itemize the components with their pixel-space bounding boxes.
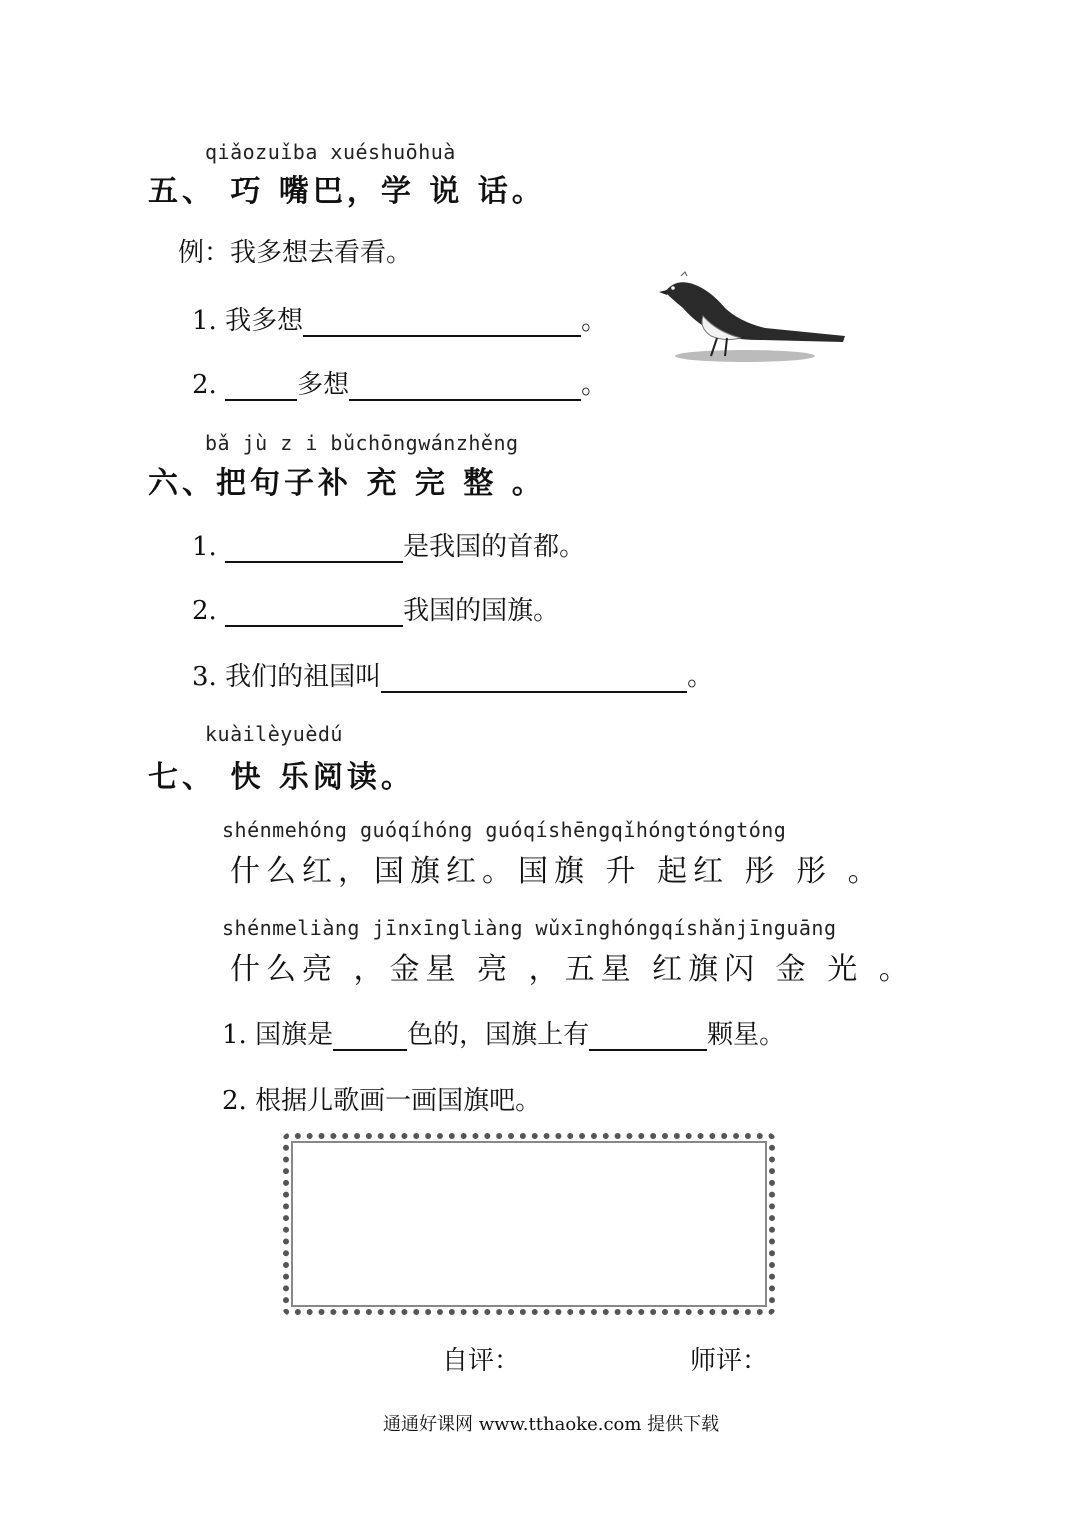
item-suffix: 。	[581, 306, 608, 336]
q1-part-b: 色的，国旗上有	[407, 1020, 590, 1050]
magpie-bird-icon	[655, 270, 855, 365]
self-evaluation-label: 自评：	[442, 1346, 521, 1376]
section5-title: 五、 巧 嘴巴，学 说 话。	[148, 174, 546, 209]
item-suffix: 。	[687, 662, 714, 692]
item-suffix: 。	[581, 370, 608, 400]
q1-part-a: 1. 国旗是	[222, 1020, 334, 1050]
section6-title: 六、把句子补 充 完 整 。	[148, 466, 546, 501]
flag-drawing-box[interactable]	[283, 1133, 775, 1315]
answer-blank[interactable]	[225, 599, 403, 627]
item-prefix: 1. 我多想	[192, 306, 304, 336]
section7-pinyin: kuàilèyuèdú	[205, 722, 343, 746]
teacher-evaluation-label: 师评：	[690, 1346, 769, 1376]
answer-blank[interactable]	[225, 535, 403, 563]
section7-title: 七、 快 乐阅读。	[148, 760, 415, 795]
section6-item-3	[192, 656, 713, 693]
answer-blank[interactable]	[589, 1023, 707, 1051]
reading-question-2: 2. 根据儿歌画一画国旗吧。	[222, 1086, 542, 1116]
answer-blank[interactable]	[333, 1023, 407, 1051]
item-prefix: 1.	[192, 532, 226, 562]
section5-pinyin: qiǎozuǐba xuéshuōhuà	[205, 140, 456, 164]
answer-blank[interactable]	[381, 665, 687, 693]
answer-blank[interactable]	[303, 309, 581, 337]
footer-text: 通通好课网 www.tthaoke.com 提供下载	[383, 1414, 720, 1435]
answer-blank[interactable]	[225, 373, 297, 401]
section6-item-2	[192, 590, 559, 627]
item-suffix: 是我国的首都。	[403, 532, 586, 562]
item-prefix: 2.	[192, 370, 226, 400]
section5-item-1	[192, 300, 607, 337]
item-suffix: 我国的国旗。	[403, 596, 560, 626]
section5-item-2	[192, 364, 607, 401]
answer-blank[interactable]	[349, 373, 581, 401]
section5-example: 例：我多想去看看。	[178, 238, 413, 268]
q1-part-c: 颗星。	[707, 1020, 786, 1050]
poem-line-2-pinyin: shénmeliàng jīnxīngliàng wǔxīnghóngqíshǎnjīnguāng	[222, 916, 837, 940]
poem-line-1-pinyin: shénmehóng guóqíhóng guóqíshēngqǐhóngtóngtóng	[222, 818, 787, 842]
item-prefix: 2.	[192, 596, 226, 626]
reading-question-1	[222, 1014, 785, 1051]
poem-line-2: 什么亮 ，金星 亮 ，五星 红旗闪 金 光 。	[230, 952, 915, 987]
item-middle: 多想	[297, 370, 350, 400]
poem-line-1: 什么红，国旗红。国旗 升 起红 彤 彤 。	[230, 854, 884, 889]
item-prefix: 3. 我们的祖国叫	[192, 662, 382, 692]
section6-item-1	[192, 526, 585, 563]
section6-pinyin: bǎ jù z i bǔchōngwánzhěng	[205, 431, 519, 455]
